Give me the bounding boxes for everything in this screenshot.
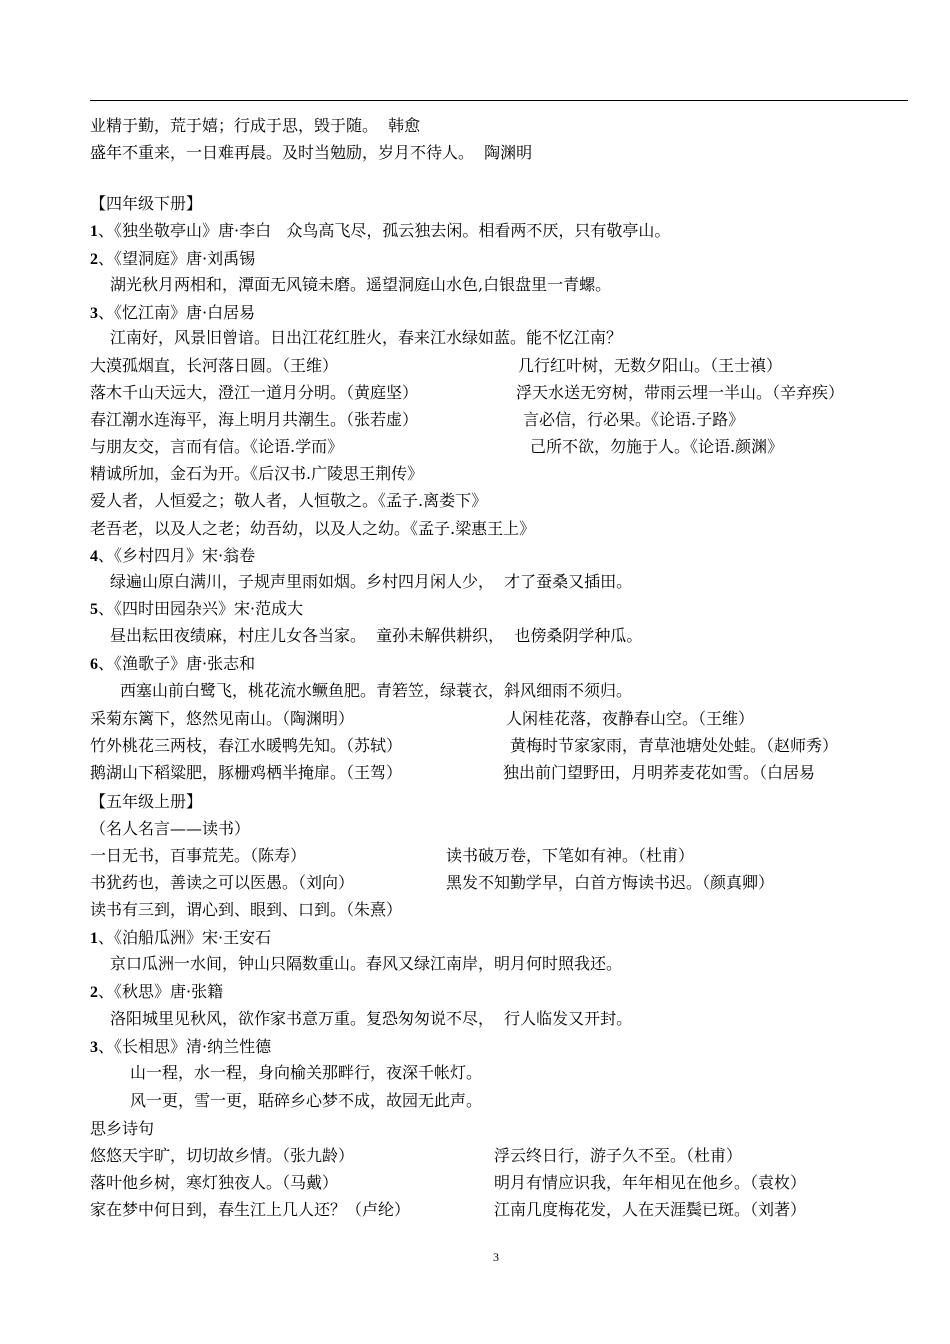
- text-line: [90, 1173, 338, 1193]
- line-text: 盛年不重来，一日难再晨。及时当勉励，岁月不待人。 陶渊明: [90, 143, 533, 162]
- line-text: （名人名言——读书）: [90, 819, 251, 838]
- line-text: 思乡诗句: [90, 1119, 155, 1138]
- line-text: 西塞山前白鹭飞，桃花流水鳜鱼肥。青箬笠，绿蓑衣，斜风细雨不须归。: [120, 681, 633, 700]
- line-text: 绿遍山原白满川，子规声里雨如烟。乡村四月闲人少， 才了蚕桑又插田。: [110, 572, 633, 591]
- text-line: [110, 626, 642, 646]
- line-text: 春江潮水连海平，海上明月共潮生。（张若虚）: [90, 410, 419, 429]
- right-column-text: 浮天水送无穷树，带雨云埋一半山。（辛弃疾）: [516, 383, 845, 402]
- text-line: [90, 519, 535, 539]
- line-text: 、《渔歌子》唐·张志和: [98, 654, 256, 673]
- line-text: 读书有三到，谓心到、眼到、口到。（朱熹）: [90, 900, 403, 919]
- text-line: [90, 654, 255, 675]
- text-line: [90, 249, 255, 270]
- text-line: [90, 873, 354, 893]
- item-number: 4: [90, 548, 98, 565]
- line-text: 老吾老，以及人之老；幼吾幼，以及人之幼。《孟子.梁惠王上》: [90, 519, 536, 538]
- text-line: [90, 982, 223, 1003]
- right-column-text: 几行红叶树，无数夕阳山。（王士禛）: [518, 356, 783, 375]
- line-text: 爱人者，人恒爱之；敬人者，人恒敬之。《孟子.离娄下》: [90, 491, 488, 510]
- text-line: [90, 546, 255, 567]
- text-line: [90, 194, 202, 214]
- text-line: [90, 464, 423, 484]
- line-text: 鹅湖山下稻粱肥，豚栅鸡栖半掩扉。（王驾）: [90, 763, 403, 782]
- right-column-text: 己所不欲，勿施于人。《论语.颜渊》: [530, 437, 784, 456]
- line-text: 风一更，雪一更，聒碎乡心梦不成，故园无此声。: [130, 1091, 483, 1110]
- text-line: [90, 846, 306, 866]
- line-text: 与朋友交，言而有信。《论语.学而》: [90, 437, 344, 456]
- text-line: [90, 437, 343, 457]
- line-text: 、《四时田园杂兴》宋·范成大: [98, 599, 304, 618]
- line-text: 、《忆江南》唐·白居易: [98, 303, 256, 322]
- text-line: [90, 763, 402, 783]
- right-column-text: 黑发不知勤学早，白首方悔读书迟。（颜真卿）: [446, 873, 775, 892]
- text-line: [90, 709, 354, 729]
- item-number: 3: [90, 305, 98, 322]
- line-text: 、《秋思》唐·张籍: [98, 982, 224, 1001]
- text-line: [90, 1119, 154, 1139]
- text-line: [110, 572, 632, 592]
- text-line: [90, 928, 271, 949]
- line-text: 、《泊船瓜洲》宋·王安石: [98, 928, 272, 947]
- line-text: 昼出耘田夜绩麻，村庄儿女各当家。 童孙未解供耕织， 也傍桑阴学种瓜。: [110, 626, 643, 645]
- line-text: 业精于勤，荒于嬉；行成于思，毁于随。 韩愈: [90, 116, 421, 135]
- line-text: 书犹药也，善读之可以医愚。（刘向）: [90, 873, 355, 892]
- item-number: 1: [90, 223, 98, 240]
- right-column-text: 江南几度梅花发，人在天涯鬓已斑。（刘著）: [494, 1200, 807, 1219]
- item-number: 1: [90, 930, 98, 947]
- text-line: [90, 1200, 410, 1220]
- line-text: 、《望洞庭》唐·刘禹锡: [98, 249, 256, 268]
- item-number: 5: [90, 601, 98, 618]
- text-line: [90, 792, 202, 812]
- text-line: [90, 599, 303, 620]
- line-text: 山一程，水一程，身向榆关那畔行，夜深千帐灯。: [130, 1063, 483, 1082]
- line-text: 湖光秋月两相和，潭面无风镜未磨。遥望洞庭山水色,白银盘里一青螺。: [110, 275, 612, 294]
- line-text: 精诚所加，金石为开。《后汉书.广陵思王荆传》: [90, 464, 424, 483]
- item-number: 3: [90, 1039, 98, 1056]
- line-text: 竹外桃花三两枝，春江水暖鸭先知。（苏轼）: [90, 736, 403, 755]
- text-line: [110, 954, 622, 974]
- text-line: [90, 736, 402, 756]
- text-line: [90, 900, 402, 920]
- line-text: 大漠孤烟直，长河落日圆。（王维）: [90, 356, 339, 375]
- text-line: [90, 1146, 354, 1166]
- text-line: [110, 275, 611, 295]
- text-line: [90, 383, 418, 403]
- line-text: 、《乡村四月》宋·翁卷: [98, 546, 256, 565]
- right-column-text: 黄梅时节家家雨，青草池塘处处蛙。（赵师秀）: [510, 736, 839, 755]
- text-line: [90, 491, 487, 511]
- line-text: 【四年级下册】: [90, 194, 203, 213]
- line-text: 【五年级上册】: [90, 792, 203, 811]
- line-text: 江南好，风景旧曾谙。日出江花红胜火，春来江水绿如蓝。能不忆江南？: [110, 328, 623, 347]
- right-column-text: 读书破万卷，下笔如有神。（杜甫）: [446, 846, 695, 865]
- text-line: [90, 410, 418, 430]
- line-text: 采菊东篱下，悠然见南山。（陶渊明）: [90, 709, 355, 728]
- line-text: 落叶他乡树，寒灯独夜人。（马戴）: [90, 1173, 339, 1192]
- text-line: [90, 303, 255, 324]
- text-line: [110, 1009, 632, 1029]
- text-line: [130, 1091, 482, 1111]
- line-text: 洛阳城里见秋风，欲作家书意万重。复恐匆匆说不尽， 行人临发又开封。: [110, 1009, 633, 1028]
- text-line: [90, 221, 670, 242]
- right-column-text: 浮云终日行，游子久不至。（杜甫）: [494, 1146, 743, 1165]
- text-line: [90, 143, 532, 163]
- item-number: 2: [90, 984, 98, 1001]
- line-text: 落木千山天远大，澄江一道月分明。（黄庭坚）: [90, 383, 419, 402]
- right-column-text: 人闲桂花落，夜静春山空。（王维）: [506, 709, 755, 728]
- line-text: 悠悠天宇旷，切切故乡情。（张九龄）: [90, 1146, 355, 1165]
- line-text: 、《长相思》清·纳兰性德: [98, 1037, 272, 1056]
- text-line: [90, 116, 420, 136]
- text-line: [110, 328, 622, 348]
- header-rule: [90, 100, 908, 101]
- text-line: [90, 1037, 271, 1058]
- right-column-text: 独出前门望野田，月明荞麦花如雪。（白居易: [503, 763, 816, 782]
- text-line: [90, 356, 338, 376]
- right-column-text: 言必信，行必果。《论语.子路》: [523, 410, 745, 429]
- item-number: 6: [90, 656, 98, 673]
- text-line: [90, 819, 250, 839]
- line-text: 一日无书，百事荒芜。（陈寿）: [90, 846, 307, 865]
- item-number: 2: [90, 251, 98, 268]
- text-line: [120, 681, 632, 701]
- line-text: 京口瓜洲一水间，钟山只隔数重山。春风又绿江南岸，明月何时照我还。: [110, 954, 623, 973]
- line-text: 家在梦中何日到，春生江上几人还？（卢纶）: [90, 1200, 411, 1219]
- text-line: [130, 1063, 482, 1083]
- right-column-text: 明月有情应识我，年年相见在他乡。（袁枚）: [494, 1173, 807, 1192]
- page-number: 3: [493, 1250, 499, 1264]
- line-text: 、《独坐敬亭山》唐·李白 众鸟高飞尽，孤云独去闲。相看两不厌，只有敬亭山。: [98, 221, 671, 240]
